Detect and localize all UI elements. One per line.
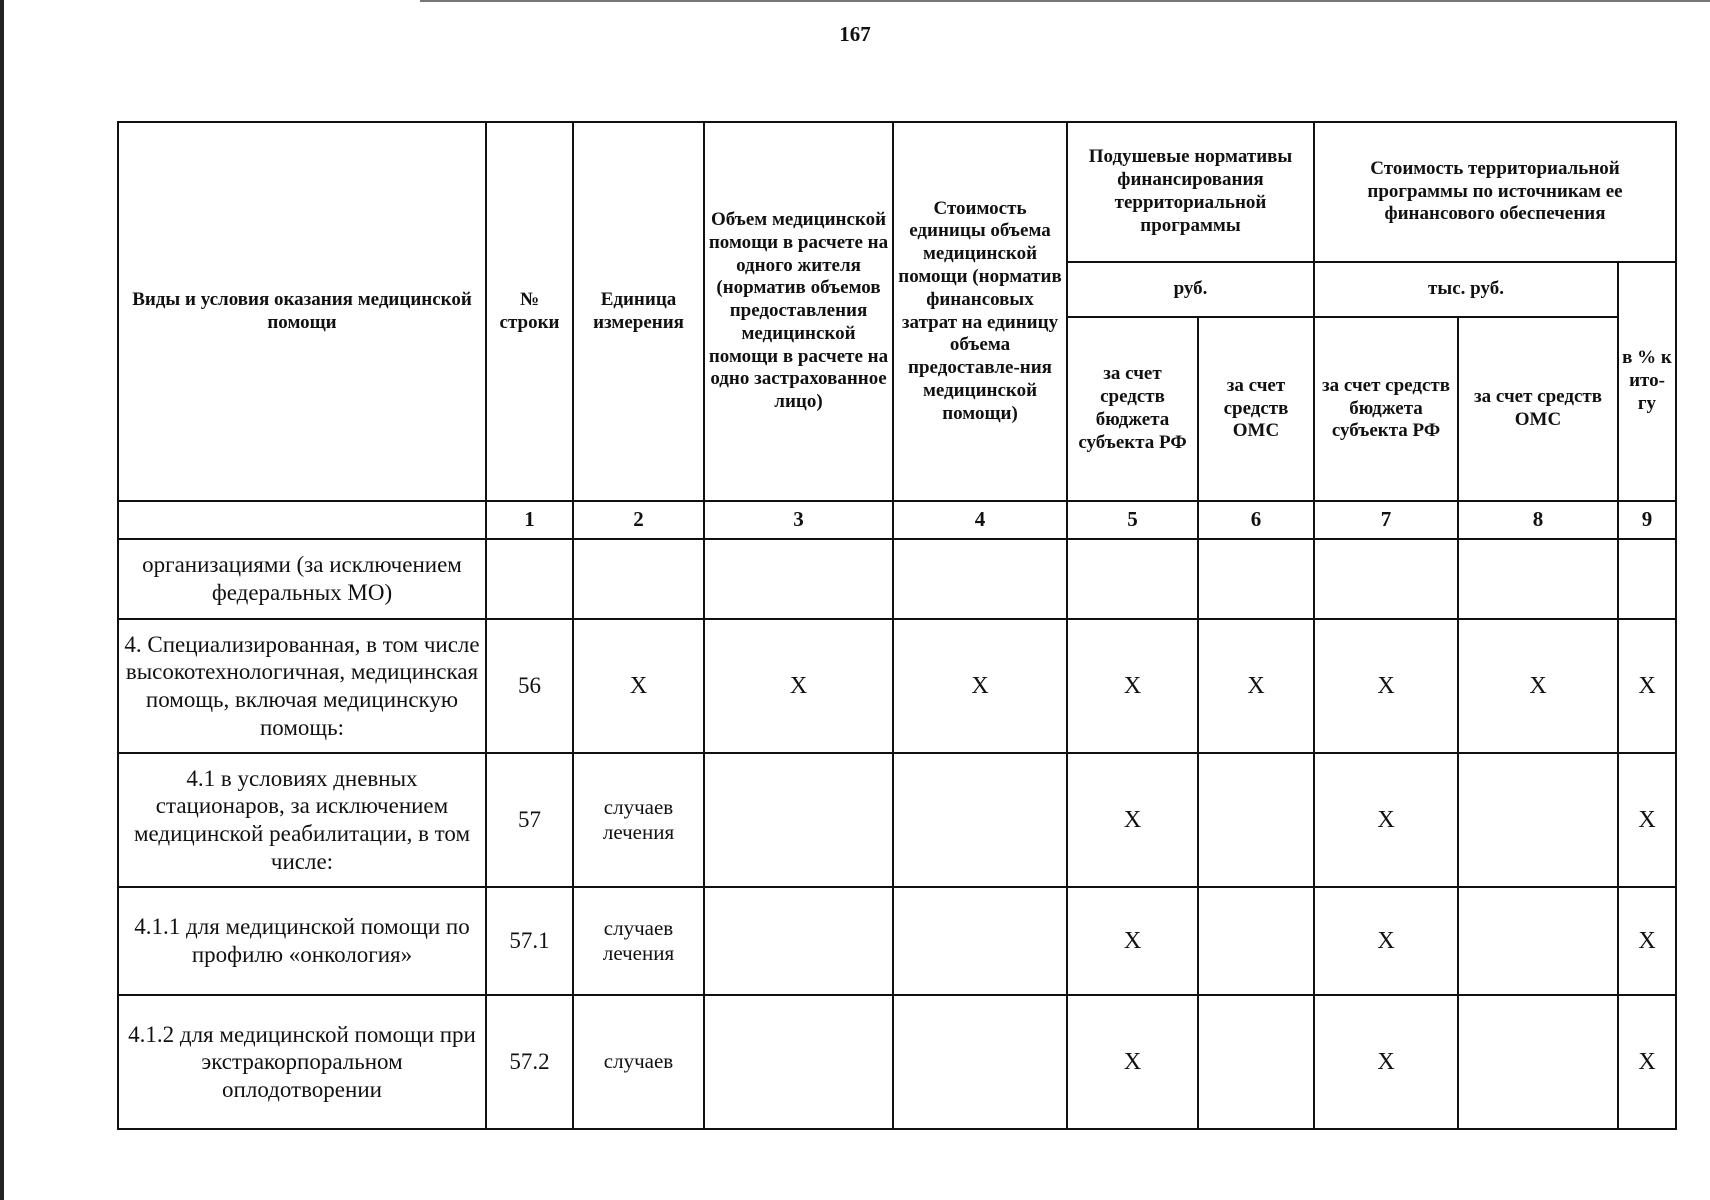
cell-c4 [893,887,1067,995]
cell-c5: Х [1067,995,1198,1129]
cell-c3 [704,887,893,995]
column-number: 9 [1618,501,1676,539]
cell-c9 [1618,539,1676,619]
cell-c8 [1458,753,1618,887]
cell-c4 [893,753,1067,887]
page-left-edge [0,0,4,1200]
cell-c7 [1314,539,1458,619]
cell-c8 [1458,887,1618,995]
column-number: 7 [1314,501,1458,539]
cell-c8 [1458,995,1618,1129]
column-number: 3 [704,501,893,539]
financing-table [117,121,1677,1130]
header-unit: Единица измерения [573,122,704,501]
header-budget-rf: за счет средств бюджета субъекта РФ [1067,317,1198,501]
column-number: 5 [1067,501,1198,539]
header-oms: за счет средств ОМС [1198,317,1314,501]
cell-c6 [1198,887,1314,995]
cell-c7: Х [1314,887,1458,995]
table-row [118,753,1676,887]
column-number: 1 [486,501,573,539]
cell-c5: Х [1067,619,1198,753]
header-thous-rub: тыс. руб. [1314,262,1618,317]
cell-c3 [704,539,893,619]
cell-c5 [1067,539,1198,619]
table-row [118,887,1676,995]
cell-c5: Х [1067,753,1198,887]
header-volume: Объем медицинской помощи в расчете на одного жителя (норматив объемов предоставления медицинской помощи в расчете на одно застрахованное лицо) [704,122,893,501]
header-budget-rf-thous: за счет средств бюджета субъекта РФ [1314,317,1458,501]
cell-c7: Х [1314,753,1458,887]
cell-unit: Х [573,619,704,753]
header-cost: Стоимость единицы объема медицинской помощи (норматив финансовых затрат на единицу объема предоставле-ния медицинской помощи) [893,122,1067,501]
header-group-cost: Стоимость территориальной программы по источникам ее финансового обеспечения [1314,122,1676,262]
page-number: 167 [839,22,871,46]
cell-kind: 4.1.2 для медицинской помощи при экстракорпоральном оплодотворении [118,995,486,1129]
cell-c9: Х [1618,887,1676,995]
table-row [118,619,1676,753]
column-number: 4 [893,501,1067,539]
cell-row-no: 57.1 [486,887,573,995]
cell-kind: 4. Специализированная, в том числе высокотехнологичная, медицинская помощь, включая медицинскую помощь: [118,619,486,753]
page-top-rule [420,0,1710,2]
cell-row-no: 57.2 [486,995,573,1129]
cell-c6 [1198,753,1314,887]
cell-c5: Х [1067,887,1198,995]
table-row [118,539,1676,619]
cell-unit: случаев [573,995,704,1129]
column-number: 6 [1198,501,1314,539]
column-number [118,501,486,539]
cell-c6 [1198,539,1314,619]
cell-c6 [1198,995,1314,1129]
column-number: 2 [573,501,704,539]
table-row [118,995,1676,1129]
header-oms-thous: за счет средств ОМС [1458,317,1618,501]
cell-unit: случаев лечения [573,753,704,887]
cell-c3: Х [704,619,893,753]
cell-c3 [704,995,893,1129]
cell-c9: Х [1618,753,1676,887]
cell-c8 [1458,539,1618,619]
cell-c7: Х [1314,619,1458,753]
cell-c4: Х [893,619,1067,753]
cell-unit [573,539,704,619]
cell-c3 [704,753,893,887]
cell-row-no: 57 [486,753,573,887]
header-rub: руб. [1067,262,1314,317]
header-kind: Виды и условия оказания медицинской помощи [118,122,486,501]
header-percent: в % к ито-гу [1618,262,1676,501]
cell-c9: Х [1618,619,1676,753]
cell-c6: Х [1198,619,1314,753]
cell-row-no: 56 [486,619,573,753]
column-numbers-row [118,501,1676,539]
column-number: 8 [1458,501,1618,539]
cell-c8: Х [1458,619,1618,753]
cell-kind: организациями (за исключением федеральных МО) [118,539,486,619]
cell-c4 [893,539,1067,619]
cell-c9: Х [1618,995,1676,1129]
header-row-no: № строки [486,122,573,501]
header-group-per-capita: Подушевые нормативы финансирования территориальной программы [1067,122,1314,262]
cell-kind: 4.1.1 для медицинской помощи по профилю «онкология» [118,887,486,995]
cell-unit: случаев лечения [573,887,704,995]
cell-row-no [486,539,573,619]
cell-c7: Х [1314,995,1458,1129]
cell-kind: 4.1 в условиях дневных стационаров, за исключением медицинской реабилитации, в том числе: [118,753,486,887]
cell-c4 [893,995,1067,1129]
